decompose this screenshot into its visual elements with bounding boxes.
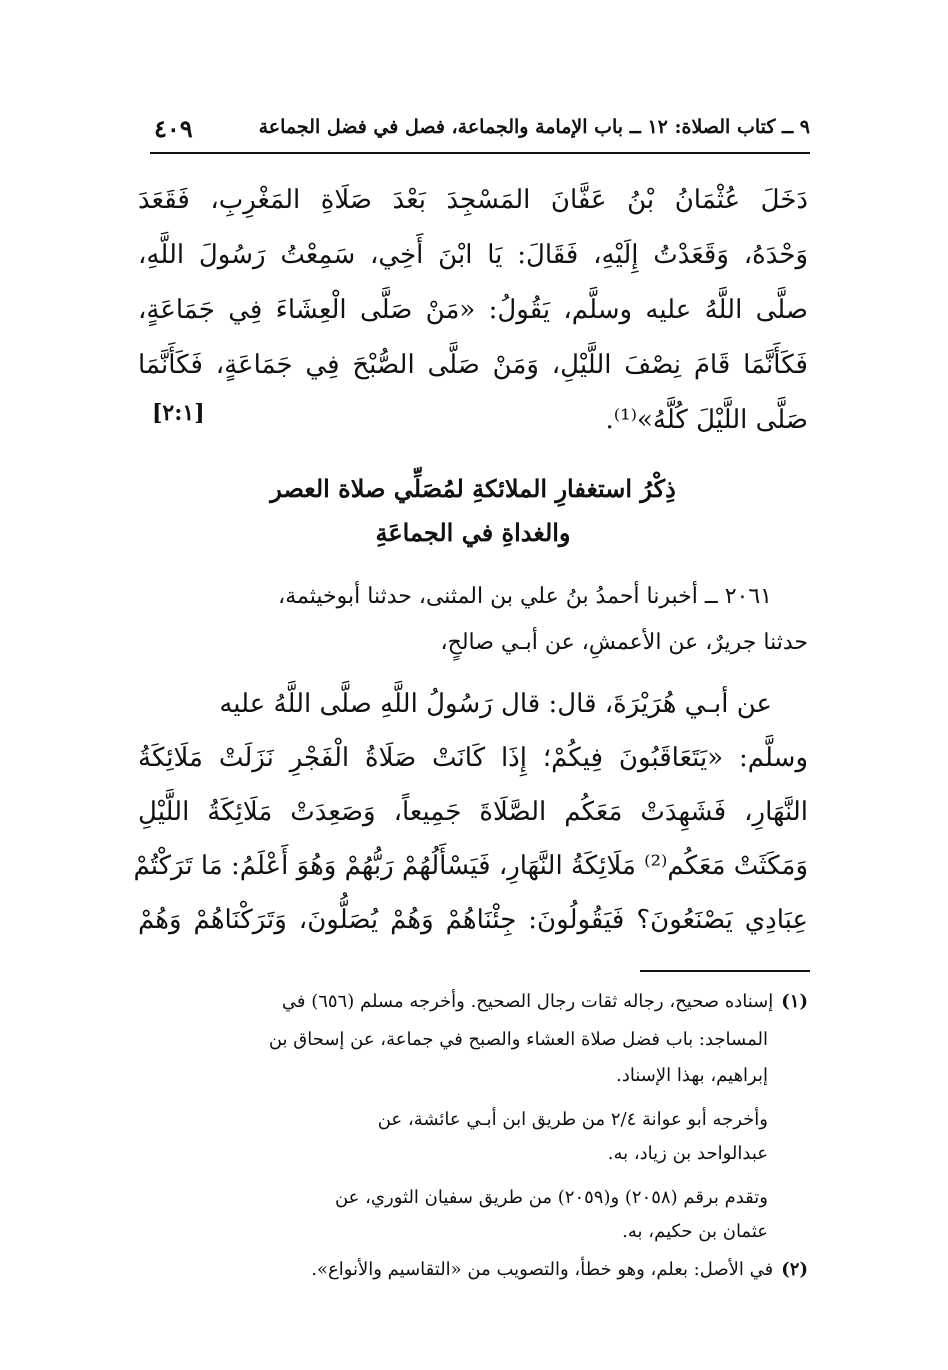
section-heading-line-2: والغداةِ في الجماعَةِ xyxy=(375,518,571,547)
passage-line: النَّهَارِ، فَشَهِدَتْ مَعَكُم الصَّلَاةَ جَمِيعاً، وَصَعِدَتْ مَلَائِكَةُ اللَّيْلِ xyxy=(138,797,808,827)
footnote-1-line: وتقدم برقم (٢٠٥٨) و(٢٠٥٩) من طريق سفيان الثوري، عن xyxy=(334,1187,768,1208)
footnote-2-line xyxy=(138,1256,808,1284)
footnote-2-text: في الأصل: بعلم، وهو خطأ، والتصويب من «التقاسيم والأنواع». xyxy=(311,1259,774,1280)
running-header xyxy=(150,112,810,154)
footnote-1-text: إسناده صحيح، رجاله ثقات رجال الصحيح. وأخرجه مسلم (٦٥٦) في xyxy=(281,991,774,1012)
footnote-1-line: عثمان بن حكيم، به. xyxy=(622,1221,768,1242)
passage-line: فَكَأَنَّمَا قَامَ نِصْفَ اللَّيْلِ، وَمَنْ صَلَّى الصُّبْحَ فِي جَمَاعَةٍ، فَكَأَنَّمَا xyxy=(138,350,808,380)
passage-line: صلَّى اللَّهُ عليه وسلَّم، يَقُولُ: «مَنْ صَلَّى الْعِشَاءَ فِي جَمَاعَةٍ، xyxy=(138,295,808,325)
section-heading-line-1: ذِكْرُ استغفارِ الملائكةِ لمُصَلِّي صلاة العصر xyxy=(270,474,676,503)
hadith-reference: [٢:١] xyxy=(152,400,205,426)
passage-line: دَخَلَ عُثْمَانُ بْنُ عَفَّانَ المَسْجِدَ بَعْدَ صَلَاةِ المَغْرِبِ، فَقَعَدَ xyxy=(138,185,808,215)
chapter-title: ٩ ــ كتاب الصلاة: ١٢ ــ باب الإمامة والجماعة، فصل في فضل الجماعة xyxy=(258,116,810,138)
passage-line: وسلَّم: «يَتَعَاقَبُونَ فِيكُمْ؛ إِذَا كَانَتْ صَلَاةُ الْفَجْرِ نَزَلَتْ مَلَائِكَةُ xyxy=(138,743,808,773)
passage-line: وَحْدَهُ، وَقَعَدْتُ إِلَيْهِ، فَقَالَ: يَا ابْنَ أَخِي، سَمِعْتُ رَسُولَ اللَّهِ، xyxy=(138,240,808,270)
passage-line: عن أبـي هُرَيْرَةَ، قال: قال رَسُولُ اللَّهِ صلَّى اللَّهُ عليه xyxy=(219,689,772,719)
page-number: ٤٠٩ xyxy=(154,114,193,143)
passage-line: عِبَادِي يَصْنَعُونَ؟ فَيَقُولُونَ: جِئْنَاهُمْ وَهُمْ يُصَلُّونَ، وَتَرَكْنَاهُمْ وَهُمْ xyxy=(138,905,808,935)
footnote-separator xyxy=(640,970,810,972)
footnote-1-line: إبراهيم، بهذا الإسناد. xyxy=(616,1065,768,1086)
isnad-line: ٢٠٦١ ــ أخبرنا أحمدُ بنُ علي بن المثنى، حدثنا أبوخيثمة، xyxy=(278,584,772,609)
isnad-line: حدثنا جريرٌ، عن الأعمشِ، عن أبـي صالحٍ، xyxy=(440,630,808,655)
footnote-1-line: المساجد: باب فضل صلاة العشاء والصبح في جماعة، عن إسحاق بن xyxy=(268,1029,768,1050)
passage-line: وَمَكَثَتْ مَعَكُم⁽²⁾ مَلَائِكَةُ النَّهَارِ، فَيَسْأَلُهُمْ رَبُّهُمْ وَهُوَ أَعْلَمُ: مَا تَرَكْتُمْ xyxy=(133,851,808,881)
footnote-1-line xyxy=(138,988,808,1016)
footnote-2-number: (٢) xyxy=(781,1259,808,1280)
footnote-1-number: (١) xyxy=(781,991,808,1012)
footnote-1-line: وأخرجه أبو عوانة ٢/٤ من طريق ابن أبـي عائشة، عن xyxy=(377,1109,768,1130)
footnote-1-line: عبدالواحد بن زياد، به. xyxy=(607,1143,768,1164)
passage-line: صَلَّى اللَّيْلَ كُلَّهُ»⁽¹⁾. xyxy=(605,405,808,435)
